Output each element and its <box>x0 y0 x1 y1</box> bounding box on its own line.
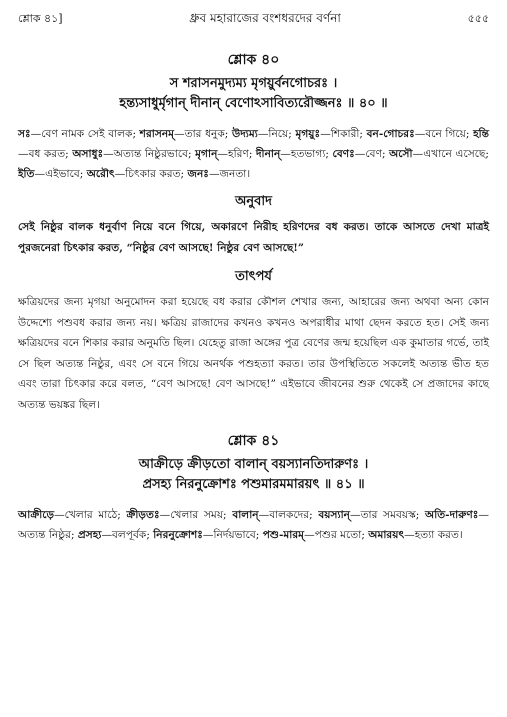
synonym-term: মৃগান্ <box>195 148 218 160</box>
synonym-meaning: এইভাবে; <box>45 168 87 180</box>
synonym-meaning: এখানে এসেছে; <box>423 148 489 160</box>
verse-41-line-2: প্রসহ্য নিরনুক্রোশঃ পশুমারমমারয়ৎ ॥ ৪১ ॥ <box>142 477 365 492</box>
synonym-term: অরৌৎ <box>86 168 115 180</box>
synonym-meaning: জনতা। <box>219 168 251 180</box>
synonym-meaning: খেলার সময়; <box>170 509 233 521</box>
synonym-term: উদ্যম্য <box>231 128 258 140</box>
page-header <box>18 0 489 34</box>
synonym-meaning: তার ধনুক; <box>184 128 232 140</box>
synonym-term: নিরনুক্রোশঃ <box>153 529 203 541</box>
translation-text: সেই নিষ্ঠুর বালক ধনুর্বাণ নিয়ে বনে গিয়ে, অকারণে নিরীহ হরিণদের বধ করত। তাকে আসতে দেখা মাত্রই পুরজনেরা চিৎকার করত, “নিষ্ঠুর বেণ আসছে! নিষ্ঠুর বেণ আসছে!” <box>18 221 489 254</box>
synonym-term: প্রসহ্য <box>77 529 102 541</box>
synonym-meaning: বালকদের; <box>269 509 319 521</box>
synonym-meaning: বনে গিয়ে; <box>425 128 474 140</box>
synonym-term: বালান্ <box>232 509 259 521</box>
synonym-term: অমারয়ৎ <box>368 529 405 541</box>
synonym-term: অসৌ <box>389 148 413 160</box>
synonym-meaning: শিকারী; <box>330 128 367 140</box>
synonym-meaning: অত্যন্ত নিষ্ঠুর; <box>18 529 78 541</box>
synonym-term: শরাসনম্ <box>139 128 175 140</box>
synonym-meaning: হতভাগ্য; <box>290 148 333 160</box>
verse-41-synonyms: আক্রীড়ে—খেলার মাঠে; ক্রীড়তঃ—খেলার সময়; বালান্—বালকদের; বয়স্যান্—তার সমবয়স্ক; অতি-দারুণঃ—অত্যন্ত নিষ্ঠুর; প্রসহ্য—বলপূর্বক; নিরনুক্রোশঃ—নির্দয়ভাবে; পশু-মারম্—পশুর মতো; অমারয়ৎ—হত্যা করত। <box>18 509 489 541</box>
synonym-term: আক্রীড়ে <box>18 509 55 521</box>
synonym-term: বয়স্যান্ <box>318 509 350 521</box>
synonym-meaning: নিয়ে; <box>268 128 296 140</box>
synonym-meaning: বলপূর্বক; <box>112 529 154 541</box>
verse-40-line-1: স শরাসনমুদ্যম্য মৃগয়ুর্বনগোচরঃ । <box>169 76 338 91</box>
synonym-meaning: খেলার মাঠে; <box>64 509 127 521</box>
header-verse-ref: শ্লোক ৪১] <box>18 12 63 25</box>
synonym-meaning: বধ করত; <box>28 148 73 160</box>
synonym-meaning: হরিণ; <box>228 148 256 160</box>
synonym-term: অতি-দারুণঃ <box>425 509 479 521</box>
verse-40-synonyms: সঃ—বেণ নামক সেই বালক; শরাসনম্—তার ধনুক; উদ্যম্য—নিয়ে; মৃগয়ুঃ—শিকারী; বন-গোচরঃ—বনে গিয়ে; হন্তি—বধ করত; অসাধুঃ—অত্যন্ত নিষ্ঠুরভাবে; মৃগান্—হরিণ; দীনান্—হতভাগ্য; বেণঃ—বেণ; অসৌ—এখানে এসেছে; ইতি—এইভাবে; অরৌৎ—চিৎকার করত; জনঃ—জনতা। <box>18 128 489 180</box>
verse-41-heading: শ্লোক ৪১ <box>227 433 280 449</box>
synonym-term: জনঃ <box>187 168 209 180</box>
synonym-meaning: বেণ নামক সেই বালক; <box>41 128 140 140</box>
verse-41-text <box>18 455 489 495</box>
verse-40-text <box>18 74 489 114</box>
verse-40-line-2: হন্ত্যসাধুর্মৃগান্ দীনান্ বেণোঽসাবিত্যরৌজ্জনঃ ॥ ৪০ ॥ <box>119 96 388 111</box>
synonym-term: হন্তি <box>473 128 489 140</box>
synonym-meaning: চিৎকার করত; <box>125 168 188 180</box>
synonym-term: অসাধুঃ <box>72 148 104 160</box>
synonym-meaning: পশুর মতো; <box>314 529 369 541</box>
verse-40-heading: শ্লোক ৪০ <box>227 52 280 68</box>
synonym-term: বেণঃ <box>332 148 355 160</box>
synonym-meaning: তার সমবয়স্ক; <box>360 509 426 521</box>
synonym-term: পশু-মারম্ <box>262 529 305 541</box>
synonym-meaning: হত্যা করত। <box>414 529 463 541</box>
synonym-meaning: অত্যন্ত নিষ্ঠুরভাবে; <box>113 148 196 160</box>
verse-41-line-1: আক্রীড়ে ক্রীড়তো বালান্ বয়স্যানতিদারুণঃ । <box>138 457 369 472</box>
synonym-term: ক্রীড়তঃ <box>126 509 160 521</box>
synonym-meaning: নির্দয়ভাবে; <box>213 529 263 541</box>
synonym-meaning: বেণ; <box>365 148 390 160</box>
synonym-term: সঃ <box>18 128 31 140</box>
synonym-term: দীনান্ <box>255 148 281 160</box>
translation-heading: অনুবাদ <box>235 194 272 209</box>
synonym-term: মৃগয়ুঃ <box>295 128 321 140</box>
synonym-term: বন-গোচরঃ <box>366 128 415 140</box>
purport-heading: তাৎপর্য <box>235 269 272 284</box>
synonym-term: ইতি <box>18 168 35 180</box>
header-chapter-title: ধ্রুব মহারাজের বংশধরদের বর্ণনা <box>189 11 341 25</box>
header-page-number: ৫৫৫ <box>467 12 489 25</box>
purport-text: ক্ষত্রিয়দের জন্য মৃগয়া অনুমোদন করা হয়েছে বধ করার কৌশল শেখার জন্য, আহারের জন্য অথবা অন্য কোন উদ্দেশ্যে পশুবধ করার জন্য নয়। ক্ষত্রিয় রাজাদের কখনও কখনও অপরাধীর মাথা ছেদন করতে হত। সেই জন্য ক্ষত্রিয়দের বনে শিকার করার অনুমতি ছিল। যেহেতু রাজা অঙ্গের পুত্র বেণের জন্ম হয়েছিল এক কুমাতার গর্ভে, তাই সে ছিল অত্যন্ত নিষ্ঠুর, এবং সে বনে গিয়ে অনর্থক পশুহত্যা করত। তার উপস্থিতিতে সকলেই অত্যন্ত ভীত হত এবং তারা চিৎকার করে বলত, “বেণ আসছে! বেণ আসছে!” এইভাবে জীবনের শুরু থেকেই সে প্রজাদের কাছে অত্যন্ত ভয়ঙ্কর ছিল। <box>18 296 489 411</box>
